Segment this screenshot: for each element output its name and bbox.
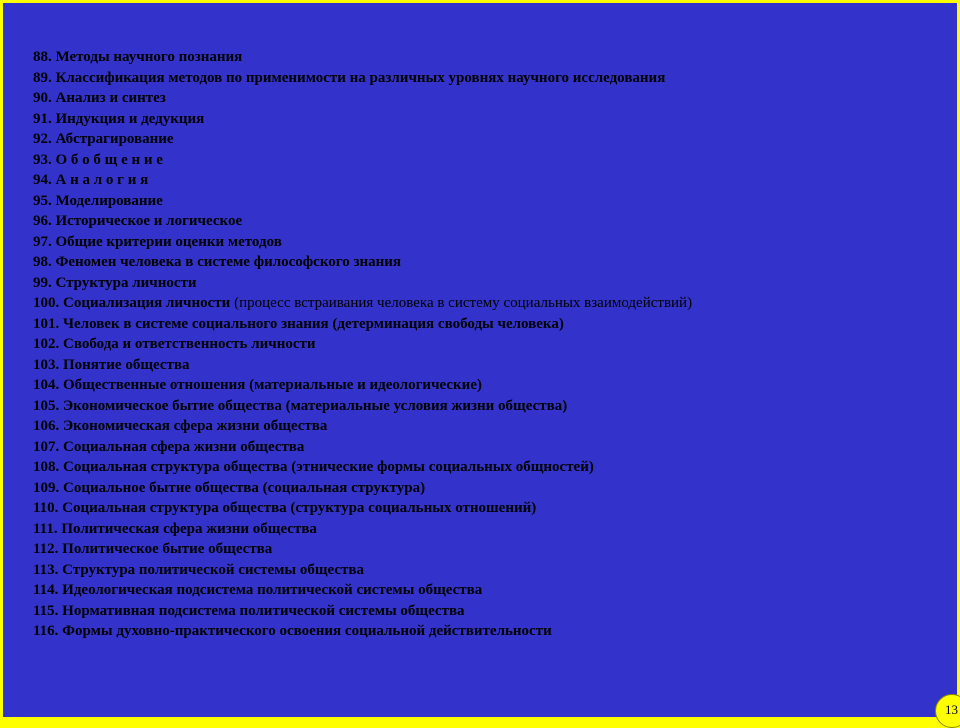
topic-title: 104. Общественные отношения (материальные и идеологические): [33, 377, 482, 393]
topic-title: 89. Классификация методов по применимости на различных уровнях научного исследования: [33, 69, 666, 86]
topic-title: 88. Методы научного познания: [33, 49, 243, 65]
topic-title: 100. Социализация личности: [33, 295, 231, 311]
topic-item: [33, 109, 692, 130]
topic-item: [33, 47, 692, 68]
topic-title: 114. Идеологическая подсистема политической системы общества: [33, 582, 483, 598]
topic-title: 107. Социальная сфера жизни общества: [33, 438, 305, 455]
topic-title: 111. Политическая сфера жизни общества: [33, 520, 317, 537]
topic-title: 106. Экономическая сфера жизни общества: [33, 418, 328, 434]
topic-title: 95. Моделирование: [33, 192, 163, 209]
topic-item: [33, 293, 692, 314]
topic-item: [33, 519, 692, 540]
topic-item: [33, 457, 692, 478]
page-number: 13: [945, 702, 958, 717]
topic-title: 109. Социальное бытие общества (социальная структура): [33, 479, 426, 496]
topic-item: [33, 498, 692, 519]
topic-item: [33, 539, 692, 560]
topic-item: [33, 334, 692, 355]
topic-note: (процесс встраивания человека в систему социальных взаимодействий): [230, 295, 693, 311]
topic-item: [33, 621, 692, 642]
topic-item: [33, 314, 692, 335]
topic-item: [33, 150, 692, 171]
topic-item: [33, 580, 692, 601]
topic-item: [33, 170, 692, 191]
topic-title: 90. Анализ и синтез: [33, 90, 166, 106]
topic-item: [33, 601, 692, 622]
topic-list: [33, 47, 692, 642]
topic-title: 110. Социальная структура общества (структура социальных отношений): [33, 500, 537, 516]
topic-title: 102. Свобода и ответственность личности: [33, 336, 316, 352]
topic-title: 96. Историческое и логическое: [33, 213, 243, 229]
topic-item: [33, 191, 692, 212]
topic-item: [33, 129, 692, 150]
topic-title: 108. Социальная структура общества (этнические формы социальных общностей): [33, 459, 594, 475]
topic-title: 115. Нормативная подсистема политической системы общества: [33, 602, 465, 619]
topic-item: [33, 375, 692, 396]
topic-item: [33, 478, 692, 499]
topic-item: [33, 560, 692, 581]
topic-title: 103. Понятие общества: [33, 356, 190, 373]
topic-title: 99. Структура личности: [33, 274, 197, 291]
topic-title: 91. Индукция и дедукция: [33, 110, 205, 127]
topic-item: [33, 88, 692, 109]
topic-item: [33, 416, 692, 437]
topic-title: 101. Человек в системе социального знания (детерминация свободы человека): [33, 315, 564, 332]
topic-item: [33, 396, 692, 417]
topic-title: 113. Структура политической системы общества: [33, 561, 365, 578]
topic-title: 97. Общие критерии оценки методов: [33, 233, 282, 250]
topic-item: [33, 252, 692, 273]
topic-item: [33, 273, 692, 294]
topic-title: 98. Феномен человека в системе философского знания: [33, 254, 402, 270]
page-number-badge: [935, 694, 960, 728]
topic-title: 93. О б о б щ е н и е: [33, 151, 163, 168]
topic-title: 92. Абстрагирование: [33, 131, 174, 147]
slide-background: [3, 3, 957, 717]
topic-title: 94. А н а л о г и я: [33, 172, 149, 188]
topic-item: [33, 437, 692, 458]
topic-title: 105. Экономическое бытие общества (материальные условия жизни общества): [33, 397, 568, 414]
topic-title: 112. Политическое бытие общества: [33, 541, 273, 557]
topic-item: [33, 211, 692, 232]
topic-item: [33, 355, 692, 376]
topic-title: 116. Формы духовно-практического освоения социальной действительности: [33, 623, 552, 639]
topic-item: [33, 68, 692, 89]
topic-item: [33, 232, 692, 253]
